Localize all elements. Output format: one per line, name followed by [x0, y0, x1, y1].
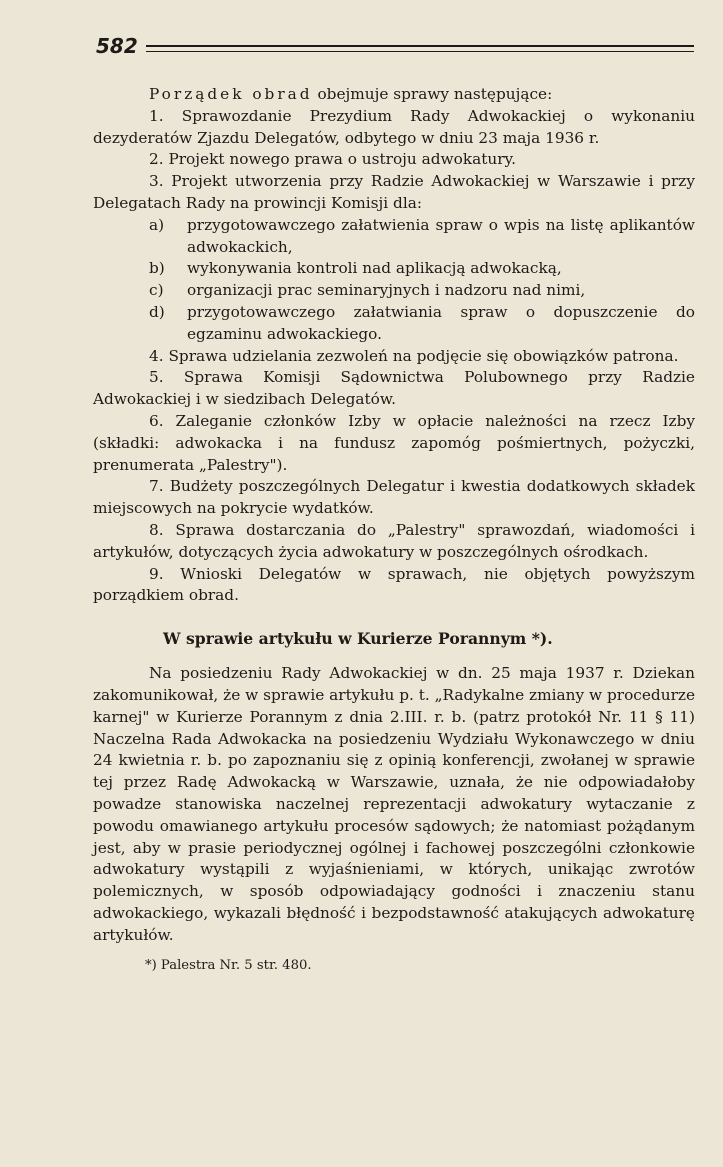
header-rule-thin — [146, 51, 694, 52]
agenda-intro-spaced: Porządek obrad — [149, 85, 313, 103]
agenda-subitem — [93, 280, 695, 302]
agenda-item: 1. Sprawozdanie Prezydium Rady Adwokackiej o wykonaniu dezyderatów Zjazdu Delegatów, odbytego w dniu 23 maja 1936 r. — [93, 106, 695, 147]
agenda-item: 7. Budżety poszczególnych Delegatur i kwestia dodatkowych składek miejscowych na pokrycie wydatków. — [93, 477, 695, 518]
agenda-item: 8. Sprawa dostarczania do „Palestry" sprawozdań, wiadomości i artykułów, dotyczących życia adwokatury w poszczególnych ośrodkach. — [93, 520, 695, 561]
section-heading: W sprawie artykułu w Kurierze Porannym *). — [163, 629, 553, 649]
subitem-marker: d) — [149, 302, 165, 321]
agenda-item: 2. Projekt nowego prawa o ustroju adwokatury. — [149, 150, 517, 169]
page-number: 582 — [96, 34, 138, 58]
subitem-marker: c) — [149, 281, 164, 300]
footnote: *) Palestra Nr. 5 str. 480. — [145, 958, 312, 974]
agenda-subitem-list — [93, 215, 695, 346]
subitem-text: przygotowawczego załatwienia spraw o wpis na listę aplikantów adwokackich, — [187, 215, 695, 256]
agenda-subitem — [93, 258, 695, 280]
agenda-item: 6. Zaleganie członków Izby w opłacie należności na rzecz Izby (składki: adwokacka i na fundusz zapomóg pośmiertnych, pożyczki, prenumerata „Palestry"). — [93, 411, 695, 474]
agenda-item: 3. Projekt utworzenia przy Radzie Adwokackiej w Warszawie i przy Delegatach Rady na prowincji Komisji dla: — [93, 172, 695, 212]
section-paragraph: Na posiedzeniu Rady Adwokackiej w dn. 25 maja 1937 r. Dziekan zakomunikował, że w sprawie artykułu p. t. „Radykalne zmiany w procedurze karnej" w Kurierze Porannym z dnia 2.III. r. b. (patrz protokół Nr. 11 § 11) Naczelna Rada Adwokacka na posiedzeniu Wydziału Wykonawczego w dniu 24 kwietnia r. b. po zapoznaniu się z opinią konferencji, zwołanej w sprawie tej przez Radę Adwokacką w Warszawie, uznała, że nie odpowiadałoby powadze stanowiska naczelnej reprezentacji adwokatury wytaczanie z powodu omawianego artykułu procesów sądowych; że natomiast pożądanym jest, aby w prasie periodycznej ogólnej i fachowej poszczególni członkowie adwokatury wystąpili z wyjaśnieniami, w których, unikając zwrotów polemicznych, w sposób odpowiadający godności i znaczeniu stanu adwokackiego, wykazali błędność i bezpodstawność atakujących adwokaturę artykułów. — [93, 664, 695, 944]
agenda-item: 4. Sprawa udzielania zezwoleń na podjęcie się obowiązków patrona. — [149, 346, 679, 365]
agenda-intro-rest: obejmuje sprawy następujące: — [312, 85, 553, 103]
agenda-item: 5. Sprawa Komisji Sądownictwa Polubownego przy Radzie Adwokackiej i w siedzibach Delegatów. — [93, 368, 695, 409]
subitem-text: przygotowawczego załatwiania spraw o dopuszczenie do egzaminu adwokackiego. — [187, 302, 695, 343]
agenda-subitem — [93, 215, 695, 259]
subitem-text: organizacji prac seminaryjnych i nadzoru nad nimi, — [187, 281, 586, 300]
agenda-intro — [93, 84, 695, 106]
page-header — [96, 32, 694, 62]
header-rule — [146, 45, 694, 47]
subitem-text: wykonywania kontroli nad aplikacją adwokacką, — [187, 259, 562, 278]
subitem-marker: a) — [149, 215, 165, 234]
subitem-marker: b) — [149, 259, 165, 278]
page-body — [93, 84, 695, 976]
agenda-item: 9. Wnioski Delegatów w sprawach, nie objętych powyższym porządkiem obrad. — [93, 564, 695, 605]
agenda-subitem — [93, 302, 695, 346]
